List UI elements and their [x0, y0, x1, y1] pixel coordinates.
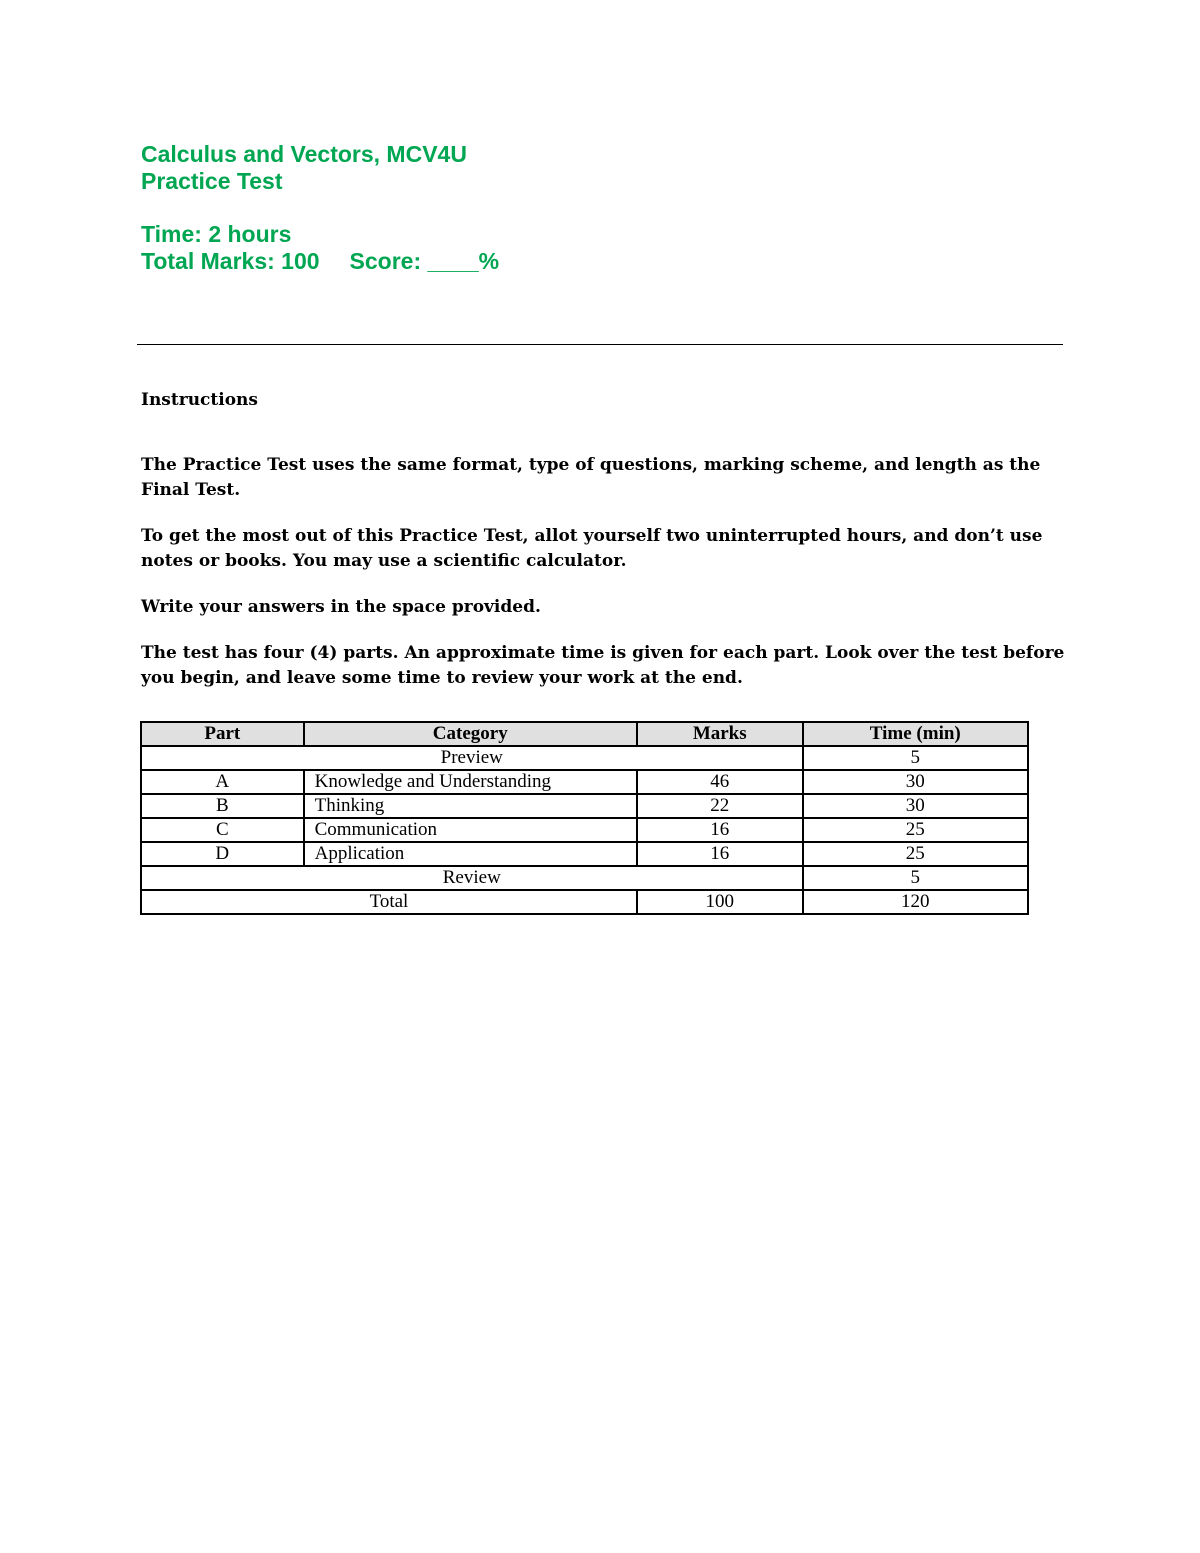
- column-header-marks: Marks: [637, 722, 803, 746]
- instructions-heading: Instructions: [141, 390, 258, 410]
- category-cell: Thinking: [304, 794, 637, 818]
- time-cell: 30: [803, 794, 1028, 818]
- part-cell: A: [141, 770, 304, 794]
- review-label: Review: [141, 866, 803, 890]
- category-cell: Knowledge and Understanding: [304, 770, 637, 794]
- total-time-cell: 120: [803, 890, 1028, 914]
- table-row-total: [141, 890, 1028, 914]
- total-label: Total: [141, 890, 637, 914]
- score-field: Score: ____%: [349, 248, 500, 274]
- test-parts-table: [140, 721, 1029, 915]
- marks-cell: 46: [637, 770, 803, 794]
- table-row: [141, 818, 1028, 842]
- preview-label: Preview: [141, 746, 803, 770]
- table-header-row: [141, 722, 1028, 746]
- marks-cell: 16: [637, 842, 803, 866]
- table-row: [141, 770, 1028, 794]
- review-time: 5: [803, 866, 1028, 890]
- table-row: [141, 794, 1028, 818]
- course-title: Calculus and Vectors, MCV4U: [141, 141, 467, 167]
- marks-score-line: [141, 248, 499, 275]
- test-subtitle: Practice Test: [141, 168, 283, 194]
- column-header-time: Time (min): [803, 722, 1028, 746]
- time-cell: 25: [803, 842, 1028, 866]
- preview-time: 5: [803, 746, 1028, 770]
- column-header-part: Part: [141, 722, 304, 746]
- table-row-preview: [141, 746, 1028, 770]
- time-cell: 25: [803, 818, 1028, 842]
- category-cell: Communication: [304, 818, 637, 842]
- instruction-paragraph: The Practice Test uses the same format, type of questions, marking scheme, and length as the Final Test.: [141, 455, 1041, 500]
- instructions-section: [141, 388, 1066, 712]
- category-cell: Application: [304, 842, 637, 866]
- table-row-review: [141, 866, 1028, 890]
- total-marks-cell: 100: [637, 890, 803, 914]
- instruction-paragraph: To get the most out of this Practice Test, allot yourself two uninterrupted hours, and don’t use notes or books. You may use a scientific calculator.: [141, 526, 1043, 571]
- time-cell: 30: [803, 770, 1028, 794]
- horizontal-divider: [137, 344, 1063, 345]
- marks-cell: 16: [637, 818, 803, 842]
- header-spacer: [141, 195, 499, 221]
- part-cell: D: [141, 842, 304, 866]
- table-row: [141, 842, 1028, 866]
- column-header-category: Category: [304, 722, 637, 746]
- marks-cell: 22: [637, 794, 803, 818]
- instruction-paragraph: Write your answers in the space provided.: [141, 597, 541, 617]
- total-marks: Total Marks: 100: [141, 248, 320, 274]
- part-cell: B: [141, 794, 304, 818]
- part-cell: C: [141, 818, 304, 842]
- instruction-paragraph: The test has four (4) parts. An approximate time is given for each part. Look over the test before you begin, and leave some time to review your work at the end.: [141, 643, 1065, 688]
- test-header: [141, 141, 499, 275]
- time-allowed: Time: 2 hours: [141, 221, 292, 247]
